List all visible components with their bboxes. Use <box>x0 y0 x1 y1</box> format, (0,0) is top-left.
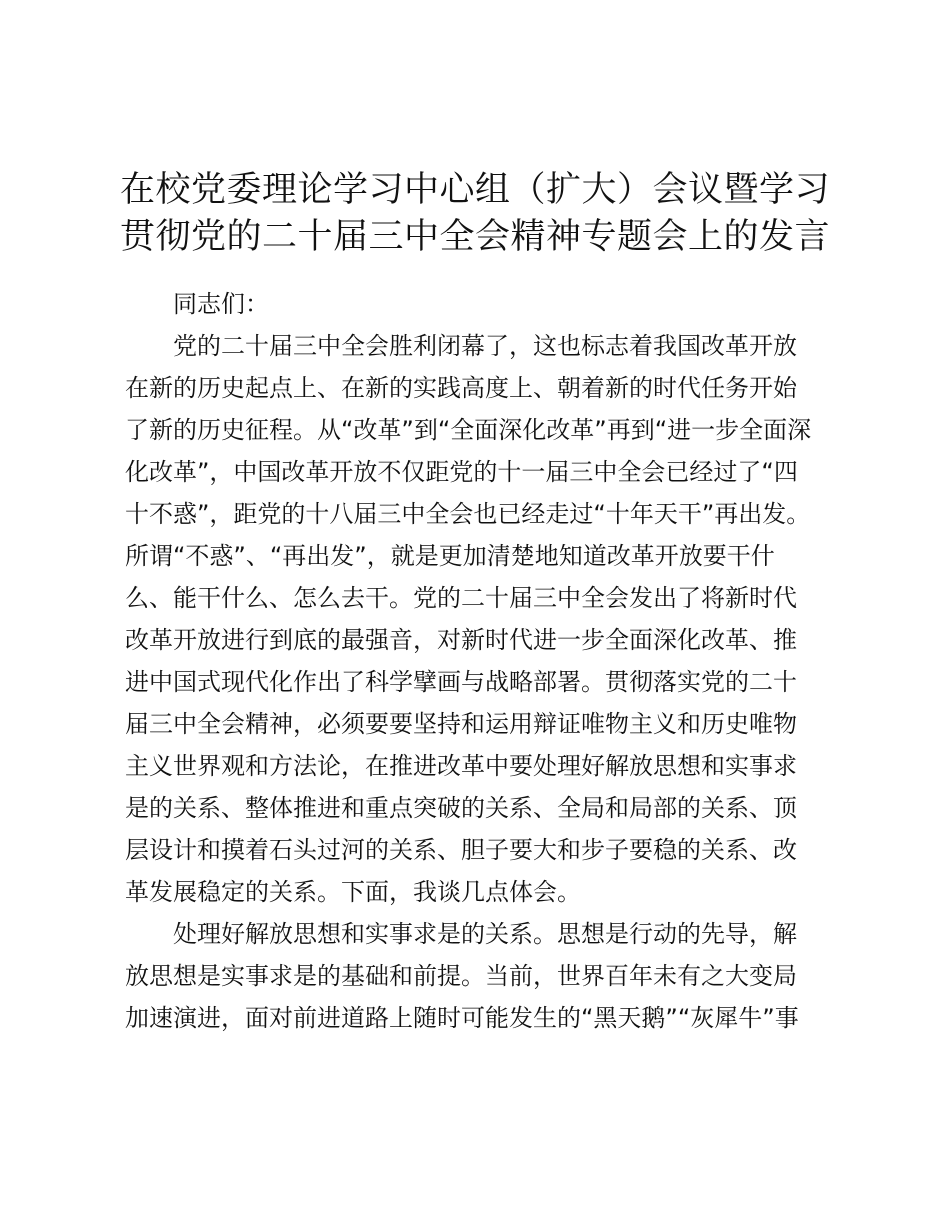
paragraph-1-line: 十不惑”，距党的十八届三中全会也已经走过“十年天干”再出发。 <box>125 500 811 528</box>
paragraph-1-line: 届三中全会精神，必须要要坚持和运用辩证唯物主义和历史唯物 <box>125 710 797 738</box>
title-line-1: 在校党委理论学习中心组（扩大）会议暨学习 <box>119 170 830 210</box>
paragraph-1-line: 化改革”，中国改革开放不仅距党的十一届三中全会已经过了“四 <box>125 458 798 486</box>
paragraph-1-line: 么、能干什么、怎么去干。党的二十届三中全会发出了将新时代 <box>125 584 797 612</box>
paragraph-1-line: 改革开放进行到底的最强音，对新时代进一步全面深化改革、推 <box>125 626 797 654</box>
paragraph-1-line: 是的关系、整体推进和重点突破的关系、全局和局部的关系、顶 <box>125 794 797 822</box>
paragraph-1-line: 革发展稳定的关系。下面，我谈几点体会。 <box>125 878 581 906</box>
paragraph-1-line: 在新的历史起点上、在新的实践高度上、朝着新的时代任务开始 <box>125 374 797 402</box>
body-text <box>125 283 845 1039</box>
paragraph-2-line: 处理好解放思想和实事求是的关系。思想是行动的先导，解 <box>173 920 797 948</box>
paragraph-1-line: 党的二十届三中全会胜利闭幕了，这也标志着我国改革开放 <box>173 332 797 360</box>
salutation: 同志们： <box>173 290 269 318</box>
title-line-2: 贯彻党的二十届三中全会精神专题会上的发言 <box>119 217 830 257</box>
paragraph-1-line: 层设计和摸着石头过河的关系、胆子要大和步子要稳的关系、改 <box>125 836 797 864</box>
paragraph-1-line: 进中国式现代化作出了科学擘画与战略部署。贯彻落实党的二十 <box>125 668 797 696</box>
paragraph-1-line: 了新的历史征程。从“改革”到“全面深化改革”再到“进一步全面深 <box>125 416 812 444</box>
paragraph-1-line: 所谓“不惑”、“再出发”，就是更加清楚地知道改革开放要干什 <box>125 542 775 570</box>
paragraph-1-line: 主义世界观和方法论，在推进改革中要处理好解放思想和实事求 <box>125 752 797 780</box>
paragraph-2-line: 加速演进，面对前进道路上随时可能发生的“黑天鹅”“灰犀牛”事 <box>125 1004 799 1032</box>
paragraph-2-line: 放思想是实事求是的基础和前提。当前，世界百年未有之大变局 <box>125 962 797 990</box>
document-title <box>110 167 840 261</box>
